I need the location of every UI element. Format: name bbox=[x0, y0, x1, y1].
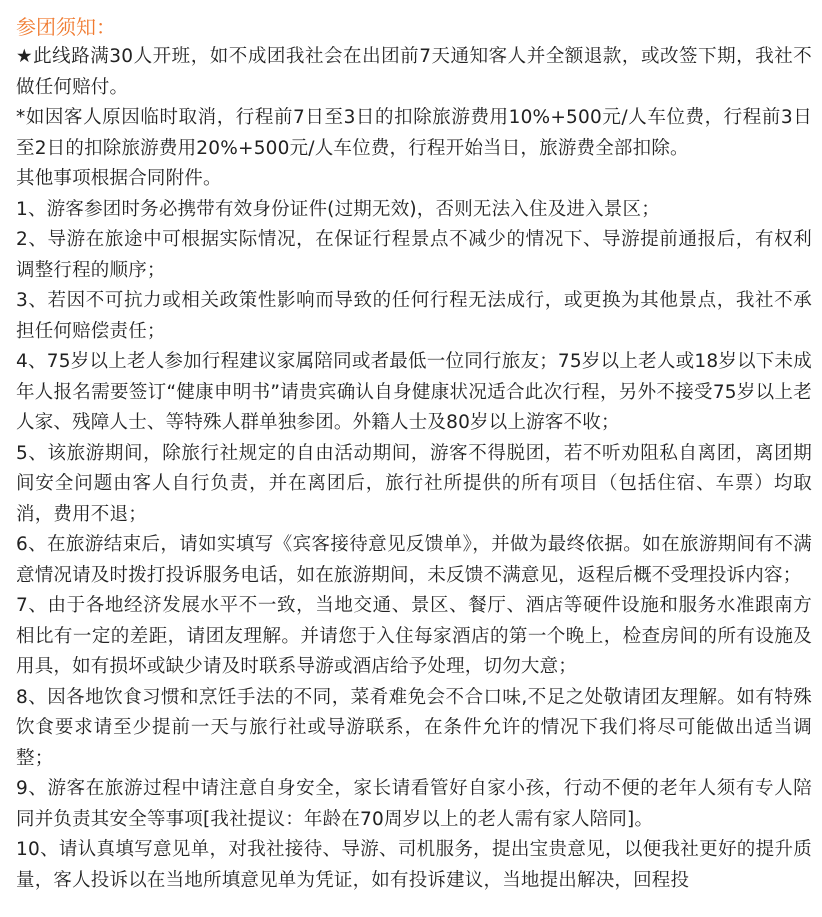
notice-paragraph: *如因客人原因临时取消，行程前7日至3日的扣除旅游费用10%+500元/人车位费，行程前3日至2日的扣除旅游费用20%+500元/人车位费，行程开始当日，旅游费全部扣除。 bbox=[16, 107, 812, 159]
notice-item-1: 1、游客参团时务必携带有效身份证件(过期无效)，否则无法入住及进入景区； bbox=[16, 198, 660, 220]
notice-item-3: 3、若因不可抗力或相关政策性影响而导致的任何行程无法成行，或更换为其他景点，我社不承担任何赔偿责任； bbox=[16, 290, 812, 342]
notice-item-5: 5、该旅游期间，除旅行社规定的自由活动期间，游客不得脱团，若不听劝阻私自离团，离团期间安全问题由客人自行负责，并在离团后，旅行社所提供的所有项目（包括住宿、车票）均取消，费用不退； bbox=[16, 442, 812, 525]
notice-item-9: 9、游客在旅游过程中请注意自身安全，家长请看管好自家小孩，行动不便的老年人须有专人陪同并负责其安全等事项[我社提议：年龄在70周岁以上的老人需有家人陪同]。 bbox=[16, 778, 812, 830]
notice-item-7: 7、由于各地经济发展水平不一致，当地交通、景区、餐厅、酒店等硬件设施和服务水准跟南方相比有一定的差距，请团友理解。并请您于入住每家酒店的第一个晚上，检查房间的所有设施及用具，如有损坏或缺少请及时联系导游或酒店给予处理，切勿大意； bbox=[16, 595, 812, 677]
notice-paragraph: 其他事项根据合同附件。 bbox=[16, 168, 222, 189]
notice-title: 参团须知： bbox=[16, 15, 116, 39]
notice-item-4: 4、75岁以上老人参加行程建议家属陪同或者最低一位同行旅友；75岁以上老人或18岁以下未成年人报名需要签订“健康申明书”请贵宾确认自身健康状况适合此次行程，另外不接受75岁以上老人家、残障人士、等特殊人群单独参团。外籍人士及80岁以上游客不收； bbox=[16, 351, 812, 433]
notice-item-2: 2、导游在旅途中可根据实际情况，在保证行程景点不减少的情况下、导游提前通报后，有权利调整行程的顺序； bbox=[16, 229, 812, 281]
notice-paragraph: ★此线路满30人开班，如不成团我社会在出团前7天通知客人并全额退款，或改签下期，我社不做任何赔付。 bbox=[16, 46, 812, 98]
notice-item-8: 8、因各地饮食习惯和烹饪手法的不同，菜肴难免会不合口味,不足之处敬请团友理解。如有特殊饮食要求请至少提前一天与旅行社或导游联系，在条件允许的情况下我们将尽可能做出适当调整； bbox=[16, 686, 812, 769]
notice-item-10: 10、请认真填写意见单，对我社接待、导游、司机服务，提出宝贵意见，以便我社更好的提升质量，客人投诉以在当地所填意见单为凭证，如有投诉建议，当地提出解决，回程投 bbox=[16, 839, 812, 891]
notice-document bbox=[16, 12, 812, 896]
notice-item-6: 6、在旅游结束后，请如实填写《宾客接待意见反馈单》，并做为最终依据。如在旅游期间有不满意情况请及时拨打投诉服务电话，如在旅游期间，未反馈不满意见，返程后概不受理投诉内容； bbox=[16, 534, 812, 586]
